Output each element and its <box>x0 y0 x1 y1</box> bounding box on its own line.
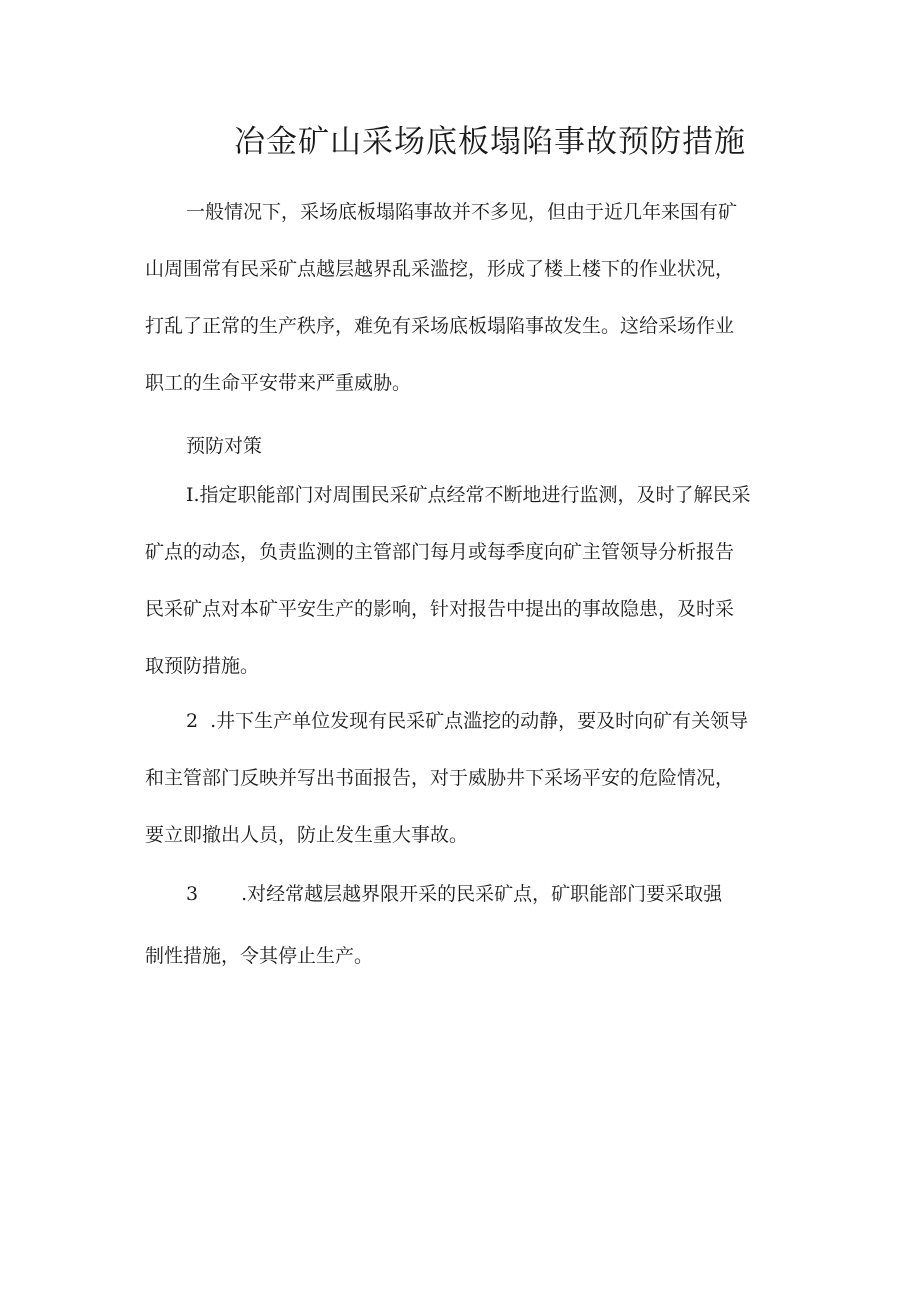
paragraph-line: 山周围常有民采矿点越层越界乱采滥挖，形成了楼上楼下的作业状况， <box>145 258 735 280</box>
item-2-number: 2 <box>186 710 199 732</box>
paragraph-line: 矿点的动态，负责监测的主管部门每月或每季度向矿主管领导分析报告 <box>145 541 735 563</box>
item-3-text: .对经常越层越界限开采的民采矿点，矿职能部门要采取强 <box>241 883 723 905</box>
paragraph-line: 民采矿点对本矿平安生产的影响，针对报告中提出的事故隐患，及时采 <box>145 598 735 620</box>
item-1-paragraph <box>145 467 777 695</box>
item-2-paragraph <box>145 693 777 864</box>
paragraph-line <box>145 863 777 925</box>
item-2-text: .井下生产单位发现有民采矿点滥挖的动静，要及时向矿有关领导 <box>210 710 749 732</box>
paragraph-line: 职工的生命平安带来严重威胁。 <box>145 372 412 394</box>
paragraph-line: 取预防措施。 <box>145 655 260 677</box>
intro-paragraph <box>145 184 777 412</box>
document-title: 冶金矿山采场底板塌陷事故预防措施 <box>234 124 746 160</box>
paragraph-line <box>145 693 777 750</box>
section-heading: 预防对策 <box>186 435 263 457</box>
paragraph-line: I.指定职能部门对周围民采矿点经常不断地进行监测，及时了解民采 <box>186 484 751 506</box>
paragraph-line: 制性措施，令其停止生产。 <box>145 945 374 967</box>
paragraph-line: 要立即撤出人员，防止发生重大事故。 <box>145 824 469 846</box>
item-3-paragraph <box>145 863 777 987</box>
item-3-number: 3 <box>186 883 199 905</box>
paragraph-line: 和主管部门反映并写出书面报告，对于威胁井下采场平安的危险情况， <box>145 767 735 789</box>
paragraph-line: 一般情况下，采场底板塌陷事故并不多见，但由于近几年来国有矿 <box>186 201 738 223</box>
paragraph-line: 打乱了正常的生产秩序，难免有采场底板塌陷事故发生。这给采场作业 <box>145 315 735 337</box>
